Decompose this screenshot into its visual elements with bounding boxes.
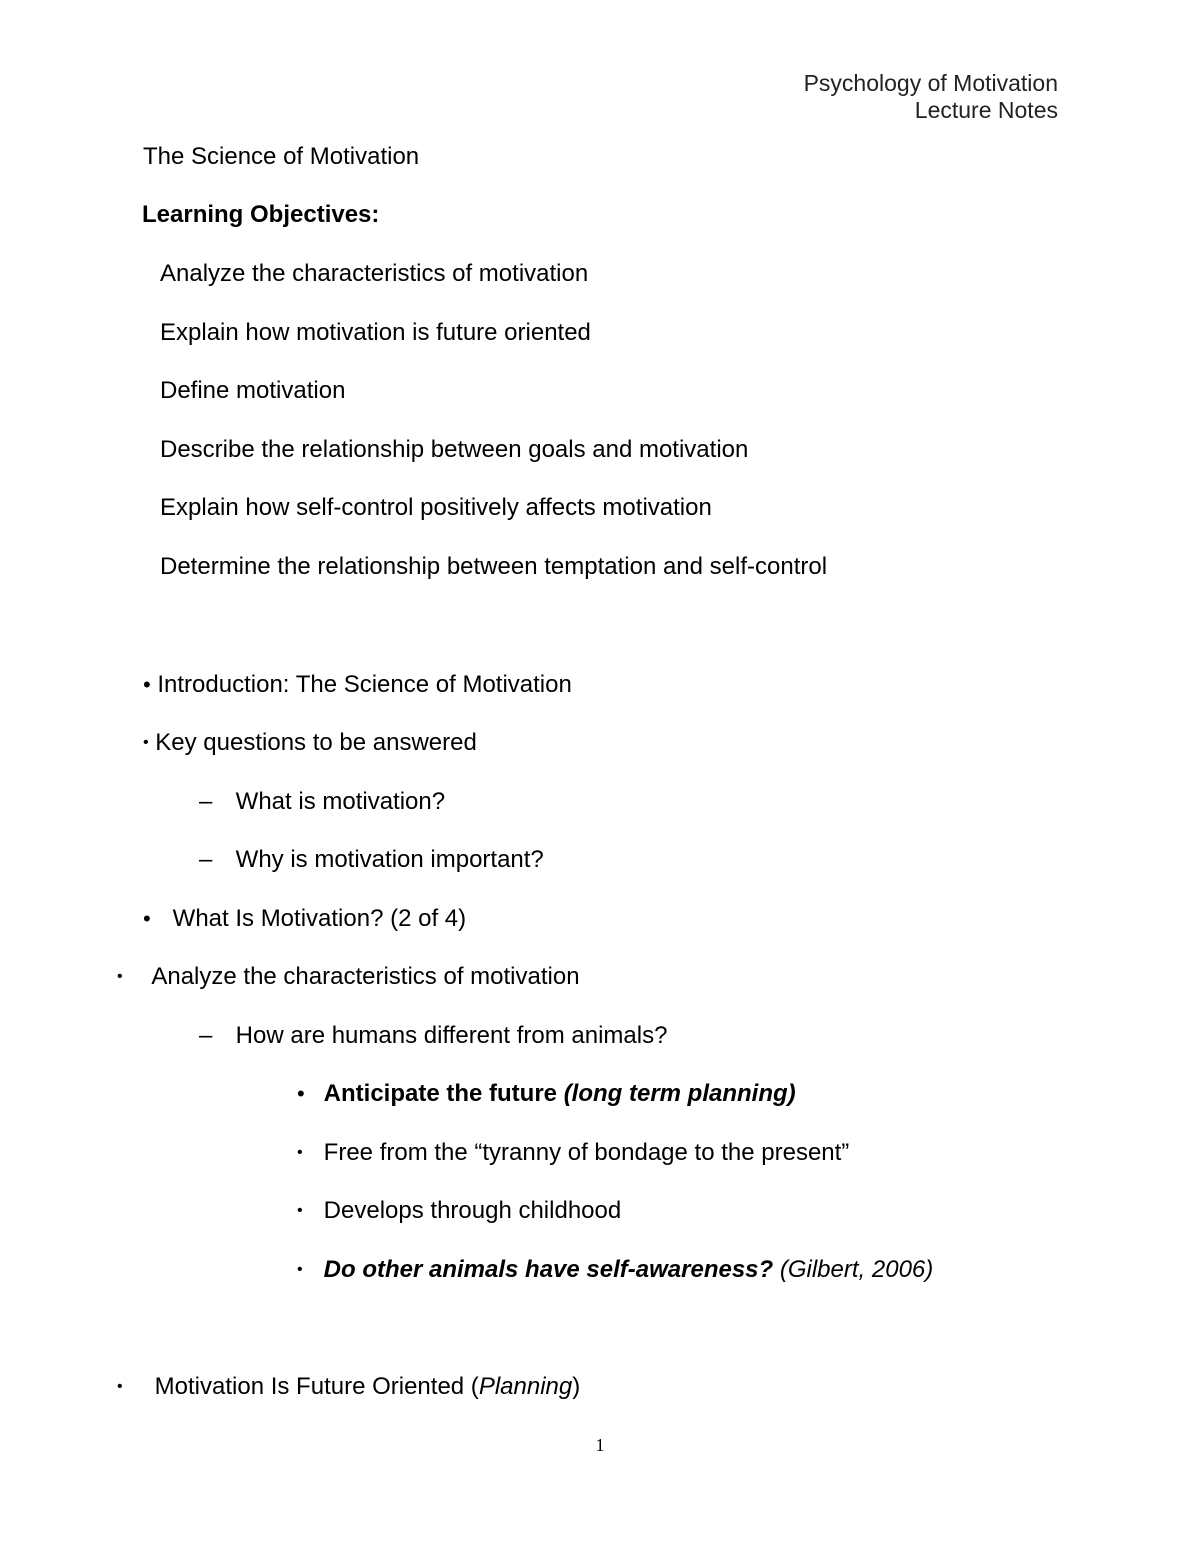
course-title: Psychology of Motivation [803,70,1058,96]
outline-text: Anticipate the future [323,1080,558,1107]
dash-icon: – [199,846,213,873]
bullet-icon: • [143,672,151,697]
outline-text: How are humans different from animals? [235,1022,668,1049]
objectives-heading: Learning Objectives: [142,201,380,228]
outline-text: What is motivation? [235,788,446,815]
outline-text-emphasis: Planning [478,1373,573,1400]
outline-text: Key questions to be answered [155,729,477,756]
objective-item: Define motivation [160,377,346,404]
objective-item: Analyze the characteristics of motivation [160,260,589,287]
document-title: The Science of Motivation [143,143,420,170]
outline-text: Develops through childhood [323,1197,622,1224]
document-type: Lecture Notes [914,97,1058,123]
bullet-icon: • [297,1144,303,1161]
outline-text: Do other animals have self-awareness? [323,1256,774,1283]
outline-text: Analyze the characteristics of motivation [151,963,580,990]
page-number: 1 [595,1435,605,1455]
outline-text: What Is Motivation? (2 of 4) [172,905,467,932]
outline-item-intro [143,671,572,699]
bullet-icon: • [143,906,151,931]
page-header [804,70,1058,124]
outline-item-future-oriented [117,1373,580,1401]
bullet-icon: • [143,734,149,751]
bullet-icon: • [117,1378,123,1395]
objective-item: Explain how motivation is future oriented [160,319,591,346]
outline-text: ) [572,1373,581,1400]
outline-item-what-is [143,905,466,933]
outline-text: Free from the “tyranny of bondage to the present” [323,1139,850,1166]
bullet-icon: • [297,1261,303,1278]
outline-text: Motivation Is Future Oriented ( [154,1373,479,1400]
bullet-icon: • [117,968,123,985]
outline-subitem [199,1022,667,1050]
outline-text: Why is motivation important? [235,846,544,873]
outline-item-key-questions [143,729,477,757]
dash-icon: – [199,1022,213,1049]
outline-subsubitem [297,1197,621,1225]
outline-item-analyze [117,963,580,991]
bullet-icon: • [297,1081,305,1106]
dash-icon: – [199,788,213,815]
citation: (Gilbert, 2006) [779,1256,934,1283]
bullet-icon: • [297,1202,303,1219]
outline-subitem [199,788,445,816]
objective-item: Explain how self-control positively affects motivation [160,494,712,521]
objective-item: Determine the relationship between temptation and self-control [160,553,828,580]
outline-subsubitem [297,1080,796,1108]
outline-text: Introduction: The Science of Motivation [157,671,572,698]
outline-subsubitem [297,1256,933,1284]
outline-subsubitem [297,1139,849,1167]
outline-subitem [199,846,544,874]
objective-item: Describe the relationship between goals and motivation [160,436,749,463]
outline-text-emphasis: (long term planning) [563,1080,796,1107]
